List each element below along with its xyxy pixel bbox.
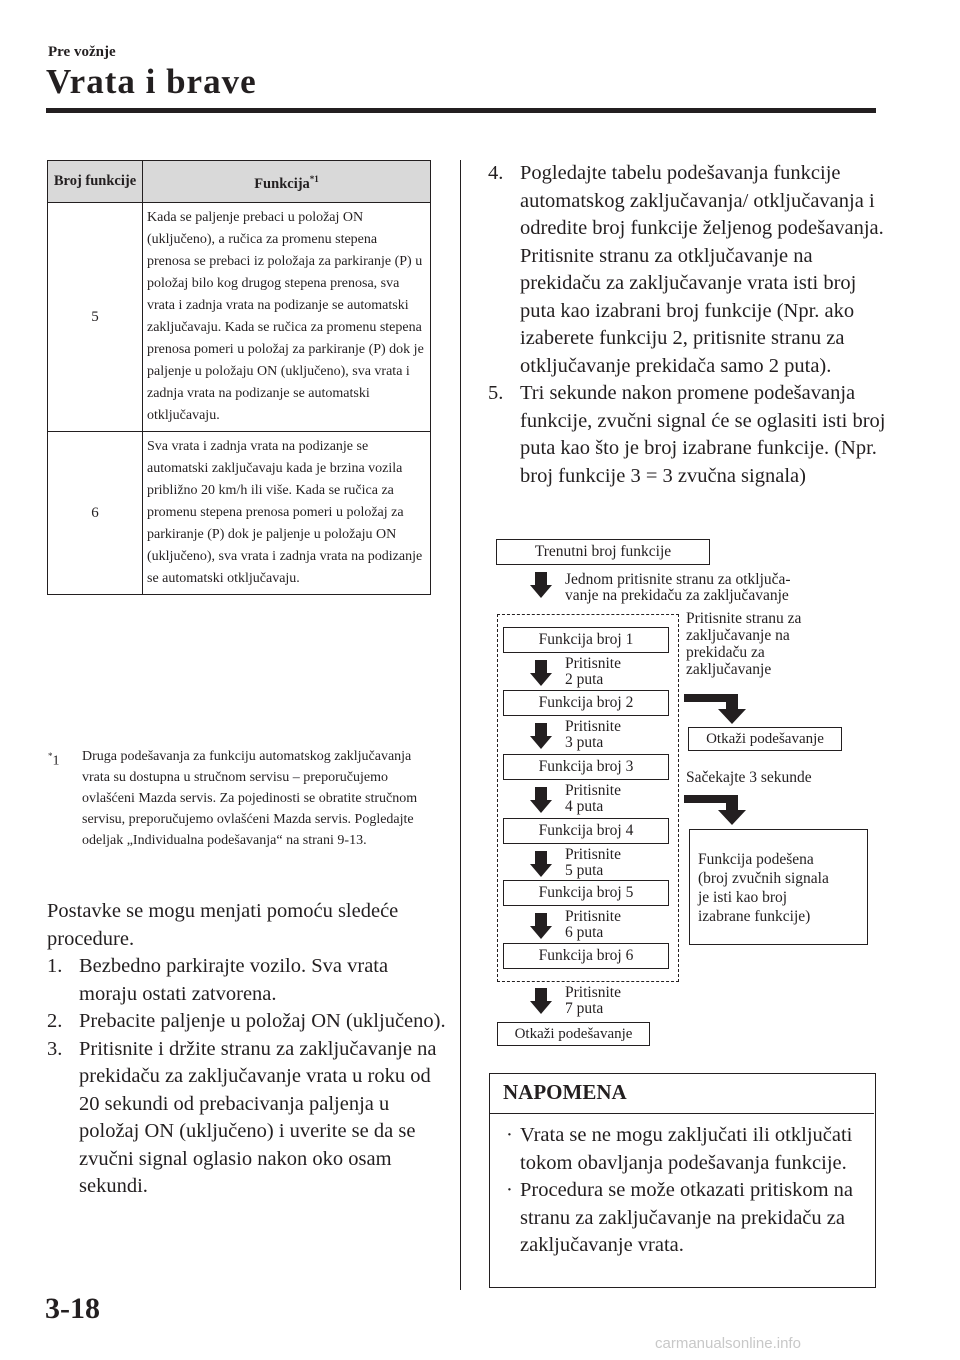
wait-label: Sačekajte 3 sekunde xyxy=(686,769,812,786)
function-box-5: Funkcija broj 5 xyxy=(503,880,669,906)
down-arrow-icon xyxy=(530,851,552,877)
down-arrow-icon xyxy=(530,572,552,598)
note-item: · Vrata se ne mogu zaključati ili otključati tokom obavljanja podešavanja funkcije. xyxy=(506,1124,853,1174)
page-title: Vrata i brave xyxy=(46,62,257,101)
note-item: · Procedura se može otkazati pritiskom na stranu za zaključavanje na prekidaču za zaključavanje vrata. xyxy=(506,1179,854,1256)
footnote-text: Druga podešavanja za funkciju automatskog zaključavanja vrata su dostupna u stručnom servisu – preporučujemo ovlašćeni Mazda servis. Za pojedinosti se obratite stručnom servisu, preporučujemo ovlašćeni Mazda servis. Pogledajte odeljak „Individualna podešavanja“ na strani 9-13. xyxy=(82,749,418,848)
press-count-label: Pritisnite 6 puta xyxy=(565,908,621,941)
page-number: 3-18 xyxy=(45,1292,100,1325)
function-box-4: Funkcija broj 4 xyxy=(503,818,669,844)
function-box-3: Funkcija broj 3 xyxy=(503,754,669,780)
step-item: 5. Tri sekunde nakon promene podešavanja funkcije, zvučni signal će se oglasiti isti broj puta kao što je broj izabrane funkcije. (Npr. broj funkcije 3 = 3 zvučna signala) xyxy=(488,382,886,487)
press-count-label: Pritisnite 7 puta xyxy=(565,984,621,1017)
col-function-header: Funkcija$^{*1}$ xyxy=(143,161,431,203)
step-item: 4. Pogledajte tabelu podešavanja funkcije automatskog zaključavanja/ otključavanja i odredite broj funkcije željenog podešavanja. Pritisnite stranu za otključavanje na prekidaču za zaključavanje vrata isti broj puta kao izabrani broj funkcije (Npr. ako izaberete funkciju 2, pritisnite stranu za otključavanje prekidača samo 2 puta). xyxy=(488,162,884,377)
function-description: Sva vrata i zadnja vrata na podizanje se automatski zaključavaju kada je brzina vozila približno 20 km/h ili više. Kada se ručica za promenu stepena prenosa pomeri u položaj za parkiranje (P) dok je paljenje u položaju ON (uključeno), sva vrata i zadnja vrata na podizanje se automatski otključavaju. xyxy=(143,431,431,594)
cancel-setting-box: Otkaži podešavanje xyxy=(497,1022,650,1046)
cancel-setting-box: Otkaži podešavanje xyxy=(688,727,842,751)
section-label: Pre vožnje xyxy=(48,44,116,60)
footnote-marker: *1 xyxy=(48,751,60,769)
watermark: carmanualsonline.info xyxy=(655,1335,801,1352)
function-set-box: Funkcija podešena (broj zvučnih signala je isti kao broj izabrane funkcije) xyxy=(689,829,868,945)
intro-text: Postavke se mogu menjati pomoću sledeće procedure. xyxy=(47,900,399,950)
step-item: 2. Prebacite paljenje u položaj ON (uključeno). xyxy=(47,1010,446,1032)
down-arrow-icon xyxy=(530,988,552,1014)
down-arrow-icon xyxy=(530,660,552,686)
col-number-header: Broj funkcije xyxy=(48,161,143,203)
note-list xyxy=(503,1122,868,1260)
function-box-1: Funkcija broj 1 xyxy=(503,627,669,653)
press-lock-label: Pritisnite stranu za zaključavanje na prekidaču za zaključavanje xyxy=(686,610,802,678)
down-arrow-icon xyxy=(530,787,552,813)
down-arrow-icon xyxy=(530,913,552,939)
function-number: 5 xyxy=(48,202,143,431)
down-arrow-icon xyxy=(530,723,552,749)
press-count-label: Pritisnite 2 puta xyxy=(565,655,621,688)
function-box-6: Funkcija broj 6 xyxy=(503,943,669,969)
current-function-box: Trenutni broj funkcije xyxy=(496,539,710,565)
press-once-label: Jednom pritisnite stranu za otključa- vanje na prekidaču za zaključavanje xyxy=(565,571,791,604)
function-number: 6 xyxy=(48,431,143,594)
press-count-label: Pritisnite 3 puta xyxy=(565,718,621,751)
step-item: 1. Bezbedno parkirajte vozilo. Sva vrata moraju ostati zatvorena. xyxy=(47,955,389,1005)
note-divider xyxy=(490,1113,874,1114)
press-count-label: Pritisnite 4 puta xyxy=(565,782,621,815)
note-title: NAPOMENA xyxy=(503,1080,627,1104)
bent-arrow-icon xyxy=(684,795,762,825)
step-item: 3. Pritisnite i držite stranu za zaključavanje na prekidaču za zaključavanje vrata u roku od 20 sekundi od prebacivanja paljenja u položaj ON (uključeno) i uverite se da se zvučni signal oglasio nakon oko osam sekundi. xyxy=(47,1037,437,1197)
function-box-2: Funkcija broj 2 xyxy=(503,690,669,716)
bent-arrow-icon xyxy=(684,694,762,724)
function-description: Kada se paljenje prebaci u položaj ON (uključeno), a ručica za promenu stepena prenosa se prebaci iz položaja za parkiranje (P) u položaj bilo kog drugog stepena prenosa, sva vrata i zadnja vrata na podizanje se automatski zaključavaju. Kada se ručica za promenu stepena prenosa pomeri u položaj za parkiranje (P) dok je paljenje u položaju ON (uključeno), sva vrata i zadnja vrata na podizanje se automatski otključavaju. xyxy=(143,202,431,431)
press-count-label: Pritisnite 5 puta xyxy=(565,846,621,879)
